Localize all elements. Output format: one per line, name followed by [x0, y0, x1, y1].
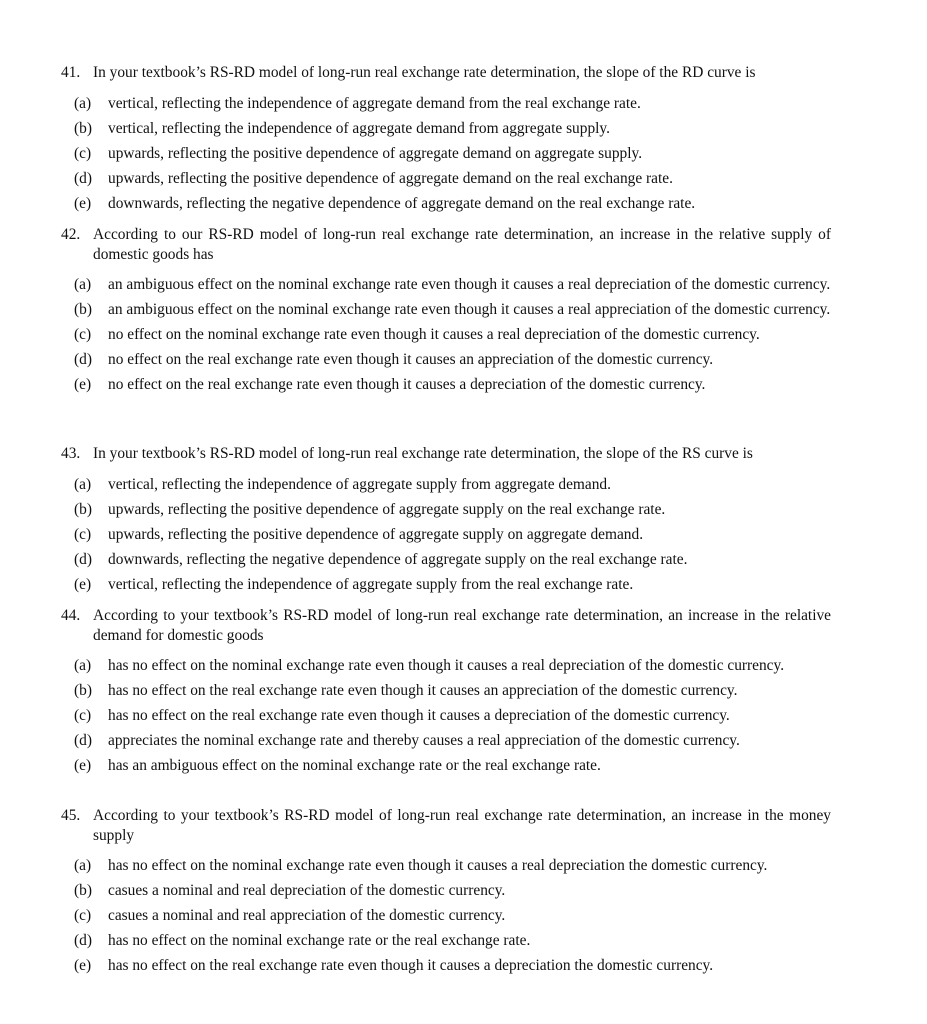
answer-option-a	[74, 275, 831, 295]
option-text: has no effect on the real exchange rate even though it causes a depreciation of the domestic currency.	[108, 707, 730, 725]
option-letter: (d)	[74, 169, 92, 187]
answer-options	[61, 475, 831, 595]
option-text: no effect on the real exchange rate even though it causes a depreciation of the domestic currency.	[108, 376, 706, 394]
option-letter: (d)	[74, 550, 92, 568]
question-number: 41.	[61, 64, 81, 81]
question-42	[61, 225, 831, 400]
answer-option-a	[74, 856, 831, 876]
option-letter: (e)	[74, 957, 92, 975]
option-text: no effect on the real exchange rate even though it causes an appreciation of the domestic currency.	[108, 351, 714, 369]
answer-option-e	[74, 756, 831, 776]
question-41	[61, 63, 831, 219]
question-number: 45.	[61, 807, 81, 824]
option-letter: (a)	[74, 857, 92, 874]
option-letter: (b)	[74, 119, 92, 137]
option-letter: (c)	[74, 707, 92, 725]
option-text: casues a nominal and real appreciation of the domestic currency.	[108, 907, 506, 925]
option-letter: (b)	[74, 882, 92, 900]
option-letter: (a)	[74, 94, 92, 112]
answer-option-e	[74, 375, 831, 395]
answer-option-c	[74, 144, 831, 164]
option-letter: (b)	[74, 500, 92, 518]
option-letter: (d)	[74, 351, 92, 369]
option-letter: (e)	[74, 575, 92, 593]
option-text: upwards, reflecting the positive dependence of aggregate supply on the real exchange rate.	[108, 500, 666, 518]
answer-option-c	[74, 906, 831, 926]
option-text: upwards, reflecting the positive dependence of aggregate demand on the real exchange rate.	[108, 169, 673, 187]
option-letter: (d)	[74, 932, 92, 950]
question-text: In your textbook’s RS-RD model of long-run real exchange rate determination, the slope of the RD curve is	[93, 64, 756, 81]
answer-options	[61, 94, 831, 214]
question-43	[61, 444, 831, 600]
answer-option-d	[74, 550, 831, 570]
option-letter: (e)	[74, 194, 92, 212]
question-text: According to your textbook’s RS-RD model of long-run real exchange rate determination, an increase in the money supply	[93, 807, 831, 844]
answer-option-e	[74, 956, 831, 976]
option-text: has no effect on the nominal exchange rate or the real exchange rate.	[108, 932, 531, 950]
answer-option-b	[74, 500, 831, 520]
question-number: 42.	[61, 226, 81, 243]
option-letter: (a)	[74, 475, 92, 493]
option-text: casues a nominal and real depreciation of the domestic currency.	[108, 882, 506, 900]
answer-option-d	[74, 169, 831, 189]
option-text: vertical, reflecting the independence of aggregate demand from aggregate supply.	[108, 119, 610, 137]
option-text: an ambiguous effect on the nominal exchange rate even though it causes a real appreciation of the domestic currency.	[108, 301, 831, 319]
answer-options	[61, 275, 831, 395]
question-stem	[61, 806, 831, 845]
option-letter: (b)	[74, 301, 92, 319]
option-letter: (c)	[74, 144, 92, 162]
option-text: no effect on the nominal exchange rate even though it causes a real depreciation of the domestic currency.	[108, 326, 760, 344]
answer-options	[61, 856, 831, 976]
option-letter: (a)	[74, 657, 92, 674]
option-letter: (c)	[74, 907, 92, 925]
option-text: downwards, reflecting the negative dependence of aggregate demand on the real exchange rate.	[108, 194, 696, 212]
question-stem	[61, 606, 831, 645]
answer-option-e	[74, 194, 831, 214]
question-stem	[61, 63, 831, 83]
option-letter: (c)	[74, 525, 92, 543]
question-text: In your textbook’s RS-RD model of long-run real exchange rate determination, the slope of the RS curve is	[93, 445, 753, 462]
option-text: vertical, reflecting the independence of aggregate supply from aggregate demand.	[108, 475, 611, 493]
option-text: upwards, reflecting the positive dependence of aggregate supply on aggregate demand.	[108, 525, 644, 543]
question-text: According to your textbook’s RS-RD model of long-run real exchange rate determination, an increase in the relative demand for domestic goods	[93, 607, 831, 644]
answer-option-d	[74, 931, 831, 951]
option-letter: (b)	[74, 682, 92, 700]
option-letter: (e)	[74, 376, 92, 394]
question-45	[61, 806, 831, 981]
answer-option-b	[74, 300, 831, 320]
answer-option-e	[74, 575, 831, 595]
option-text: has an ambiguous effect on the nominal exchange rate or the real exchange rate.	[108, 757, 601, 775]
option-letter: (a)	[74, 276, 92, 293]
option-letter: (d)	[74, 732, 92, 750]
answer-option-b	[74, 681, 831, 701]
option-text: has no effect on the real exchange rate even though it causes a depreciation the domestic currency.	[108, 957, 714, 975]
question-text: According to our RS-RD model of long-run real exchange rate determination, an increase in the relative supply of domestic goods has	[93, 226, 831, 263]
answer-option-b	[74, 881, 831, 901]
option-text: vertical, reflecting the independence of aggregate supply from the real exchange rate.	[108, 575, 634, 593]
option-text: has no effect on the nominal exchange rate even though it causes a real depreciation of the domestic currency.	[108, 657, 785, 674]
question-stem	[61, 225, 831, 264]
question-number: 43.	[61, 445, 81, 462]
answer-option-d	[74, 350, 831, 370]
answer-option-a	[74, 94, 831, 114]
option-text: an ambiguous effect on the nominal exchange rate even though it causes a real depreciation of the domestic currency.	[108, 276, 831, 293]
question-44	[61, 606, 831, 781]
answer-option-d	[74, 731, 831, 751]
option-text: upwards, reflecting the positive dependence of aggregate demand on aggregate supply.	[108, 144, 643, 162]
answer-options	[61, 656, 831, 776]
answer-option-c	[74, 325, 831, 345]
option-text: has no effect on the real exchange rate even though it causes an appreciation of the domestic currency.	[108, 682, 738, 700]
option-letter: (e)	[74, 757, 92, 775]
option-letter: (c)	[74, 326, 92, 344]
option-text: appreciates the nominal exchange rate and thereby causes a real appreciation of the domestic currency.	[108, 732, 740, 750]
option-text: downwards, reflecting the negative dependence of aggregate supply on the real exchange rate.	[108, 550, 688, 568]
option-text: has no effect on the nominal exchange rate even though it causes a real depreciation the domestic currency.	[108, 857, 768, 874]
question-number: 44.	[61, 607, 81, 624]
answer-option-b	[74, 119, 831, 139]
option-text: vertical, reflecting the independence of aggregate demand from the real exchange rate.	[108, 94, 641, 112]
answer-option-a	[74, 475, 831, 495]
answer-option-c	[74, 706, 831, 726]
answer-option-a	[74, 656, 831, 676]
answer-option-c	[74, 525, 831, 545]
question-stem	[61, 444, 831, 464]
